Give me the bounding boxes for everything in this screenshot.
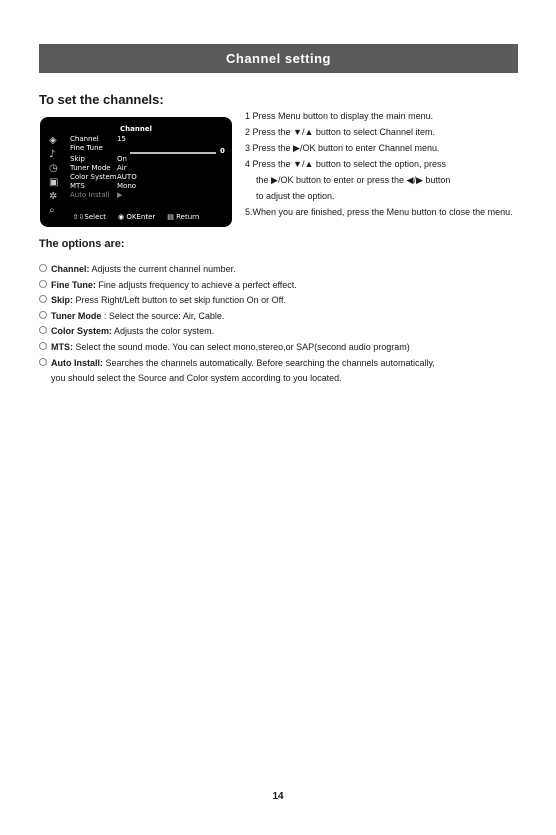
osd-footer xyxy=(40,213,232,221)
option-auto-install: Auto Install: Searches the channels automatically. Before searching the channels automatically, xyxy=(39,356,524,372)
step-4-line-3: to adjust the option. xyxy=(256,191,335,201)
osd-menu-illustration xyxy=(40,117,232,227)
osd-enter-hint: ◉ OKEnter xyxy=(118,213,156,221)
osd-row-tuner-mode: Tuner Mode Air xyxy=(70,164,127,172)
option-skip: Skip: Press Right/Left button to set skip function On or Off. xyxy=(39,293,524,309)
bullet-icon xyxy=(39,264,47,272)
osd-row-auto-install: Auto Install ▶ xyxy=(70,191,123,199)
step-5: 5.When you are finished, press the Menu button to close the menu. xyxy=(245,207,513,217)
osd-title: Channel xyxy=(120,125,152,133)
osd-fine-tune-value: 0 xyxy=(220,147,225,155)
menu-icon: ▤ xyxy=(167,213,177,221)
tv-icon: ▣ xyxy=(49,177,59,188)
step-1: 1 Press Menu button to display the main menu. xyxy=(245,111,434,121)
options-title: The options are: xyxy=(39,238,125,250)
up-down-icon: ⇧⇩ xyxy=(72,213,85,221)
option-auto-install-continued: you should select the Source and Color system according to you located. xyxy=(51,373,342,384)
section-title: To set the channels: xyxy=(39,92,164,107)
right-arrow-icon: ▶ xyxy=(271,175,278,185)
option-tuner-mode: Tuner Mode : Select the source: Air, Cable. xyxy=(39,309,524,325)
instruction-steps xyxy=(245,108,525,220)
option-fine-tune: Fine Tune: Fine adjusts frequency to achieve a perfect effect. xyxy=(39,278,524,294)
bullet-icon xyxy=(39,326,47,334)
step-3: 3 Press the ▶/OK button to enter Channel menu. xyxy=(245,143,440,153)
satellite-dish-icon: ◈ xyxy=(49,135,57,146)
down-up-arrow-icon: ▼/▲ xyxy=(293,127,314,137)
osd-row-fine-tune: Fine Tune xyxy=(70,144,103,152)
osd-row-mts: MTS Mono xyxy=(70,182,137,190)
step-4: 4 Press the ▼/▲ button to select the option, press xyxy=(245,159,446,169)
settings-icon: ✲ xyxy=(49,191,58,202)
osd-row-color-system: Color SystemAUTO xyxy=(70,173,137,181)
option-color-system: Color System: Adjusts the color system. xyxy=(39,324,524,340)
header-title: Channel setting xyxy=(225,51,331,66)
option-mts: MTS: Select the sound mode. You can select mono,stereo,or SAP(second audio program) xyxy=(39,340,524,356)
options-list xyxy=(39,262,524,387)
osd-return-hint: ▤ Return xyxy=(167,213,200,221)
osd-fine-tune-slider xyxy=(130,152,216,154)
page-number: 14 xyxy=(272,791,284,802)
osd-row-channel: Channel 15 xyxy=(70,135,126,143)
magnifier-icon: ⌕ xyxy=(49,205,55,216)
ok-icon: ◉ xyxy=(118,213,127,221)
down-up-arrow-icon: ▼/▲ xyxy=(293,159,314,169)
osd-row-skip: Skip On xyxy=(70,155,127,163)
option-channel: Channel: Adjusts the current channel number. xyxy=(39,262,524,278)
step-4-line-2: the ▶/OK button to enter or press the ◀/▶ button xyxy=(256,175,451,185)
speaker-icon: ♪ xyxy=(49,149,56,160)
bullet-icon xyxy=(39,295,47,303)
right-arrow-icon: ▶ xyxy=(293,143,300,153)
clock-icon: ◷ xyxy=(49,163,58,174)
left-right-arrow-icon: ◀/▶ xyxy=(406,175,423,185)
bullet-icon xyxy=(39,342,47,350)
section-header-bar xyxy=(39,44,518,73)
bullet-icon xyxy=(39,358,47,366)
osd-icon-column xyxy=(49,134,63,218)
bullet-icon xyxy=(39,280,47,288)
step-2: 2 Press the ▼/▲ button to select Channel item. xyxy=(245,127,435,137)
bullet-icon xyxy=(39,311,47,319)
osd-select-hint: ⇧⇩Select xyxy=(72,213,107,221)
